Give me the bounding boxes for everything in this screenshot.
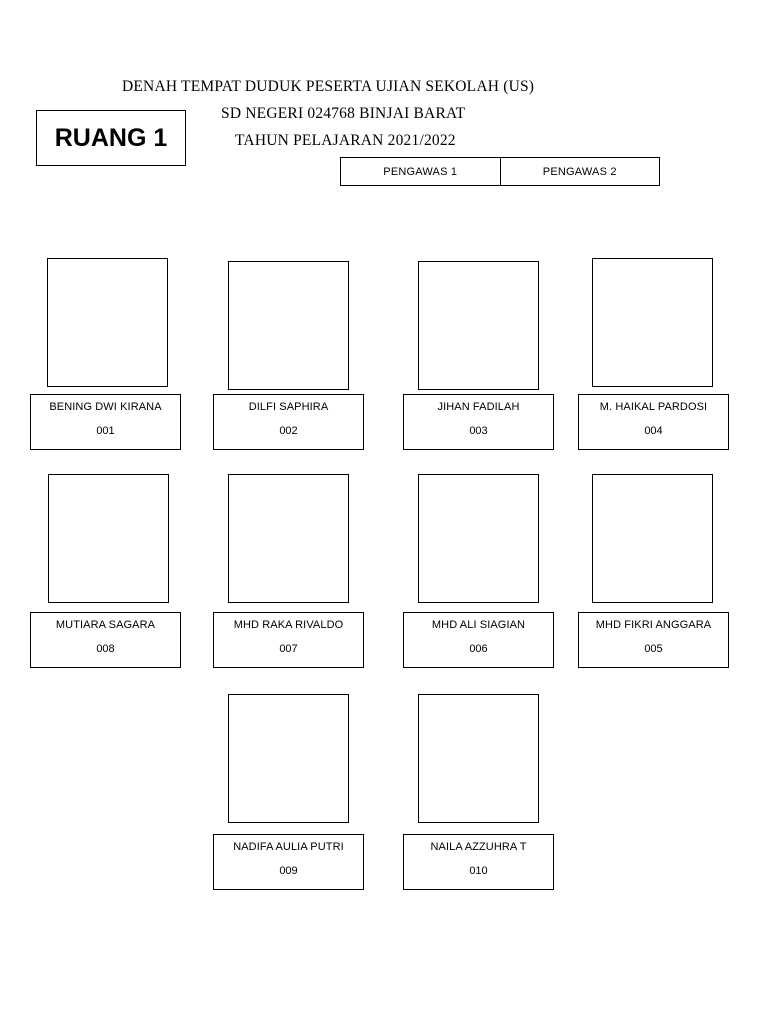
- student-name: BENING DWI KIRANA: [49, 401, 162, 413]
- seat-card-001: [30, 394, 181, 450]
- seat-photo-box: [48, 474, 169, 603]
- student-name: M. HAIKAL PARDOSI: [599, 401, 708, 413]
- seat-photo-box: [228, 474, 349, 603]
- seat-photo-box: [418, 261, 539, 390]
- student-number: 004: [644, 425, 663, 437]
- student-name: MHD RAKA RIVALDO: [233, 619, 344, 631]
- seat-card-002: [213, 394, 364, 450]
- student-number: 007: [279, 643, 298, 655]
- student-number: 010: [469, 865, 488, 877]
- title-line-1: DENAH TEMPAT DUDUK PESERTA UJIAN SEKOLAH (US): [122, 78, 535, 95]
- student-name: MHD FIKRI ANGGARA: [595, 619, 712, 631]
- title-line-3: TAHUN PELAJARAN 2021/2022: [235, 132, 456, 149]
- seat-card-003: [403, 394, 554, 450]
- seat-card-009: [213, 834, 364, 890]
- student-number: 009: [279, 865, 298, 877]
- seat-photo-box: [418, 694, 539, 823]
- seat-card-010: [403, 834, 554, 890]
- seat-photo-box: [418, 474, 539, 603]
- seat-card-007: [213, 612, 364, 668]
- seat-photo-box: [592, 474, 713, 603]
- student-number: 006: [469, 643, 488, 655]
- student-name: NAILA AZZUHRA T: [430, 841, 527, 853]
- proctor-1-cell: PENGAWAS 1: [383, 165, 458, 178]
- seat-card-008: [30, 612, 181, 668]
- student-number: 008: [96, 643, 115, 655]
- student-name: JIHAN FADILAH: [437, 401, 520, 413]
- seat-photo-box: [592, 258, 713, 387]
- student-name: DILFI SAPHIRA: [248, 401, 329, 413]
- title-line-2: SD NEGERI 024768 BINJAI BARAT: [221, 105, 466, 122]
- seat-card-004: [578, 394, 729, 450]
- room-label: RUANG 1: [36, 110, 186, 166]
- seat-card-005: [578, 612, 729, 668]
- seat-photo-box: [228, 694, 349, 823]
- student-number: 001: [96, 425, 115, 437]
- seat-photo-box: [47, 258, 168, 387]
- seat-photo-box: [228, 261, 349, 390]
- student-name: NADIFA AULIA PUTRI: [233, 841, 344, 853]
- student-name: MUTIARA SAGARA: [55, 619, 156, 631]
- student-name: MHD ALI SIAGIAN: [431, 619, 526, 631]
- student-number: 005: [644, 643, 663, 655]
- student-number: 003: [469, 425, 488, 437]
- student-number: 002: [279, 425, 298, 437]
- proctor-table: [340, 157, 660, 186]
- proctor-2-cell: PENGAWAS 2: [500, 158, 660, 185]
- seat-card-006: [403, 612, 554, 668]
